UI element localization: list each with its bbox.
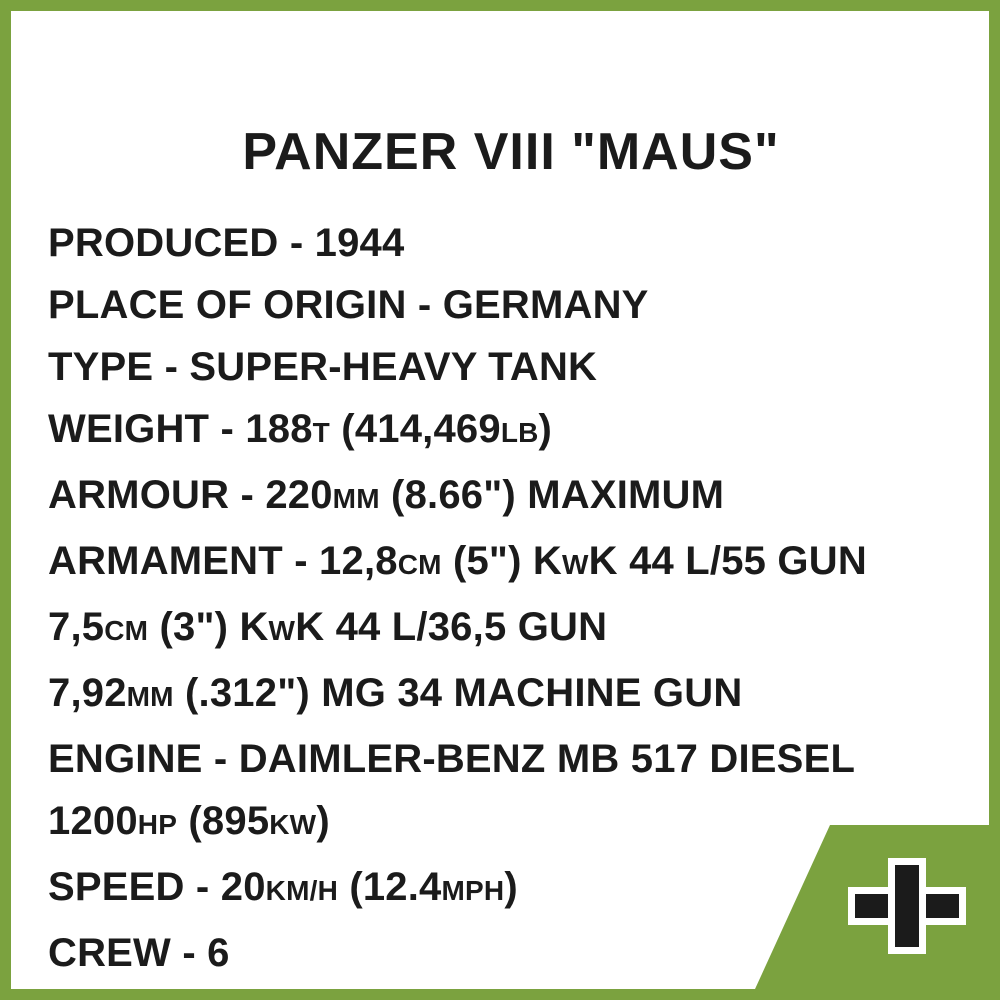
spec-text: (12.4 (338, 865, 442, 909)
spec-line-weight (48, 398, 1000, 464)
spec-text: ) (504, 865, 518, 909)
balkenkreuz-vertical-bar (888, 858, 926, 954)
spec-text: 7,5 (48, 605, 105, 649)
spec-text: ) (316, 799, 330, 843)
spec-text: (3") K (148, 605, 269, 649)
spec-text: CREW - 6 (48, 931, 230, 975)
spec-text: ) (538, 407, 553, 451)
spec-unit: LB (500, 417, 539, 448)
spec-unit: MPH (441, 875, 505, 906)
spec-text: (8.66") MAXIMUM (379, 473, 725, 517)
spec-unit: W (562, 549, 589, 580)
spec-unit: HP (137, 809, 178, 840)
spec-text: K 44 L/36,5 GUN (295, 605, 608, 649)
spec-unit: MM (126, 681, 174, 712)
spec-unit: CM (397, 549, 442, 580)
spec-line-armament-3 (48, 662, 1000, 728)
spec-line-type (48, 336, 1000, 398)
balkenkreuz-icon (848, 858, 966, 954)
spec-text: PRODUCED - 1944 (48, 221, 405, 265)
spec-text: (.312") MG 34 MACHINE GUN (173, 671, 743, 715)
spec-text: 7,92 (48, 671, 127, 715)
spec-text: (5") K (441, 539, 563, 583)
spec-unit: KW (269, 809, 317, 840)
spec-text: TYPE - SUPER-HEAVY TANK (48, 345, 598, 389)
spec-text: SPEED - 20 (48, 865, 266, 909)
spec-line-armament-2 (48, 596, 1000, 662)
spec-unit: W (268, 615, 296, 646)
spec-line-place-of-origin (48, 274, 1000, 336)
spec-text: (895 (177, 799, 270, 843)
spec-card-inner (22, 22, 1000, 1000)
spec-text: ENGINE - DAIMLER-BENZ MB 517 DIESEL (48, 737, 856, 781)
spec-text: K 44 L/55 GUN (588, 539, 867, 583)
spec-unit: CM (104, 615, 149, 646)
spec-text: ARMAMENT - 12,8 (48, 539, 398, 583)
spec-line-produced (48, 212, 1000, 274)
spec-text: PLACE OF ORIGIN - GERMANY (48, 283, 649, 327)
spec-text: 1200 (48, 799, 138, 843)
spec-text: (414,469 (329, 407, 501, 451)
page-title: PANZER VIII "MAUS" (242, 123, 780, 181)
spec-text: WEIGHT - 188 (48, 407, 313, 451)
spec-unit: T (312, 417, 330, 448)
spec-unit: MM (332, 483, 380, 514)
spec-line-engine (48, 728, 1000, 790)
spec-unit: KM/H (265, 875, 339, 906)
spec-line-armament-1 (48, 530, 1000, 596)
spec-line-armour (48, 464, 1000, 530)
spec-text: ARMOUR - 220 (48, 473, 333, 517)
